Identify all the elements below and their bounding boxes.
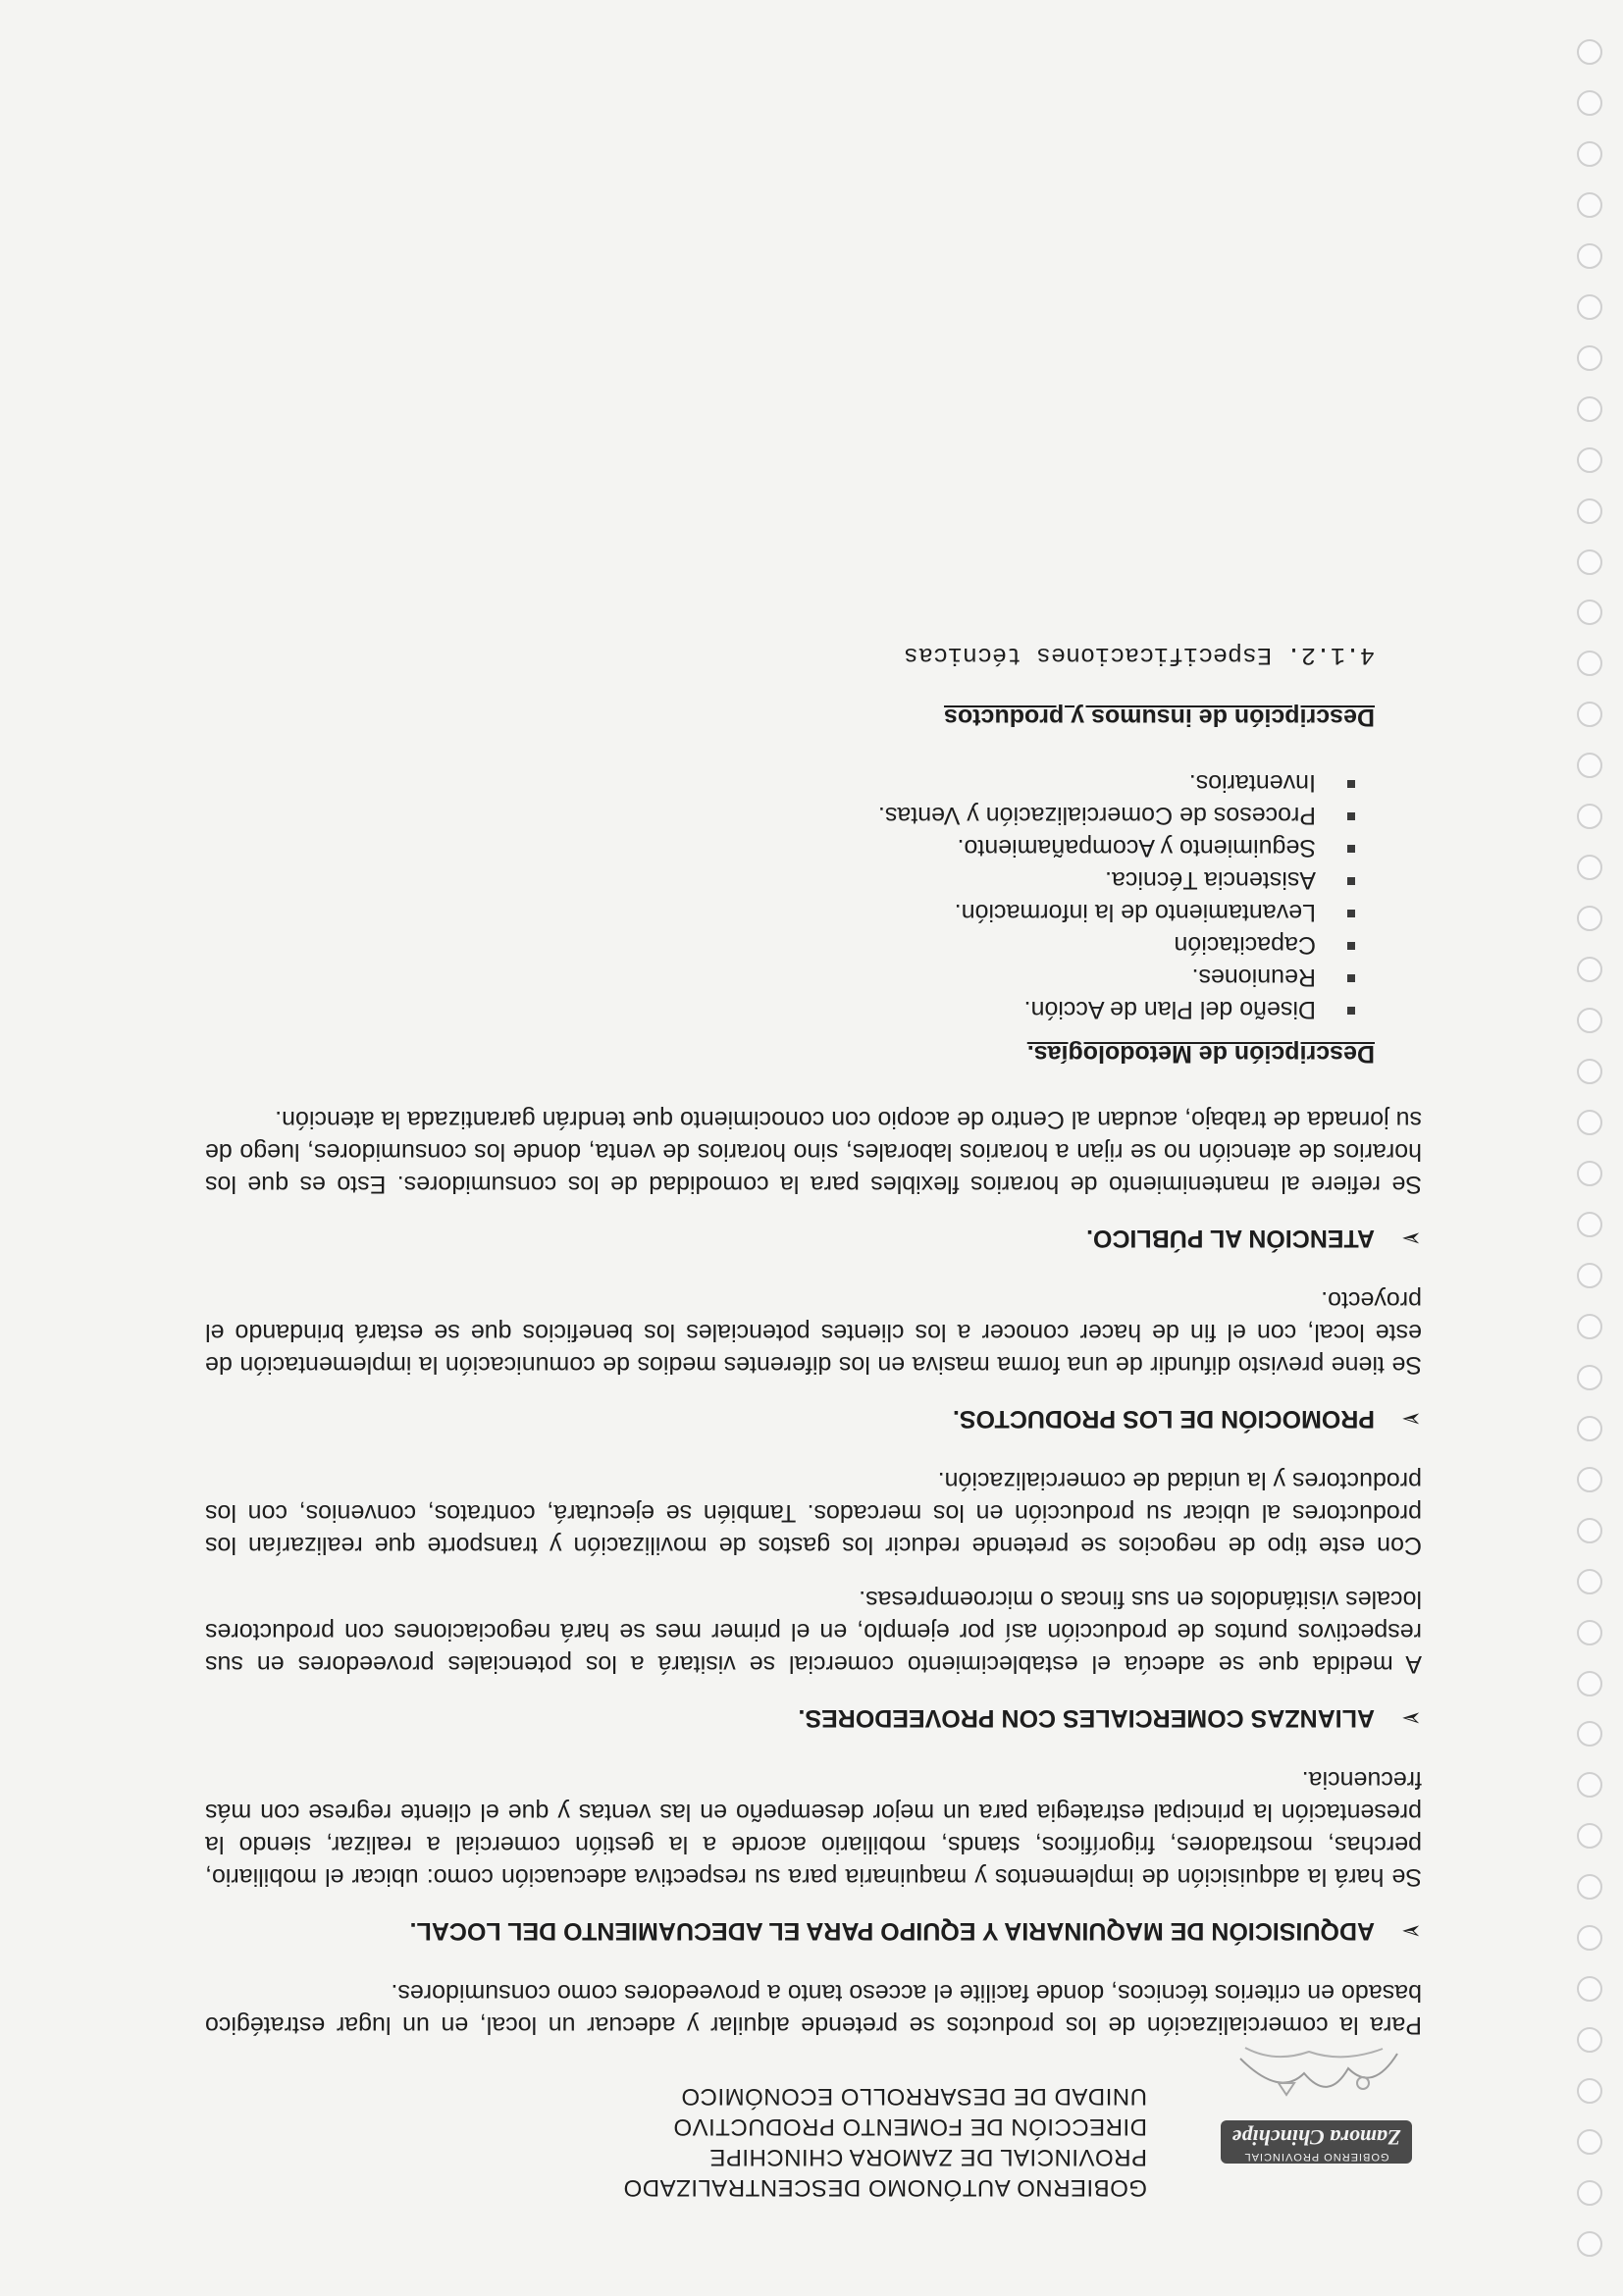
section-paragraph: Se hará la adquisición de implementos y maquinaria para su respectiva adecuación como: ubicar el mobiliario, perchas, mostradores, frigoríficos, stands, mobiliario acorde a la gestión comercial a realizar, siendo la presentación la principal estrategia para un mejor desempeño en las ventas y que el cliente regrese con más frecuencia.	[205, 1766, 1422, 1891]
binder-hole	[1577, 1925, 1602, 1951]
logo-badge	[1221, 2120, 1412, 2164]
binder-hole	[1577, 2231, 1602, 2257]
org-line-1: GOBIERNO AUTÓNOMO DESCENTRALIZADO	[623, 2174, 1147, 2201]
binder-hole	[1577, 2129, 1602, 2155]
binder-hole	[1577, 1008, 1602, 1033]
list-item: Seguimiento y Acompañamiento.	[205, 831, 1316, 863]
binder-hole	[1577, 345, 1602, 371]
letterhead	[205, 2041, 1422, 2203]
list-item: Levantamiento de la información.	[205, 896, 1316, 928]
methodologies-list	[205, 766, 1375, 1025]
section-heading-promotion	[205, 1402, 1422, 1435]
binder-hole	[1577, 447, 1602, 473]
binder-hole	[1577, 396, 1602, 422]
binder-hole	[1577, 1976, 1602, 2002]
binder-hole	[1577, 1365, 1602, 1390]
binder-hole	[1577, 1874, 1602, 1900]
binder-hole	[1577, 1110, 1602, 1135]
binder-hole	[1577, 906, 1602, 931]
section-paragraph: Se tiene previsto difundir de una forma masiva en los diferentes medios de comunicación la implementación de este local, con el fin de hacer conocer a los clientes potenciales los beneficios que se estará brindando el proyecto.	[205, 1286, 1422, 1379]
binder-hole	[1577, 1059, 1602, 1084]
binder-hole	[1577, 1263, 1602, 1288]
binder-hole	[1577, 702, 1602, 727]
binder-hole	[1577, 1314, 1602, 1339]
provincial-logo	[1211, 2036, 1422, 2203]
binder-hole	[1577, 294, 1602, 320]
logo-landscape-sketch	[1235, 2044, 1402, 2113]
logo-name: Zamora Chinchipe	[1231, 2125, 1401, 2150]
binder-hole	[1577, 1823, 1602, 1849]
spec-heading: 4.1.2. Especificaciones técnicas	[903, 641, 1375, 669]
binder-hole	[1577, 1161, 1602, 1186]
binder-hole	[1577, 1671, 1602, 1696]
section-paragraph: Se refiere al mantenimiento de horarios flexibles para la comodidad de los consumidores. Esto es que los horarios de atención no se rijan a horarios laborales, sino horarios de venta, donde los consumidores, luego de su jornada de trabajo, acudan al Centro de acopio con conocimiento que tendrán garantizada la atención.	[205, 1106, 1422, 1198]
section-paragraph: A medida que se adecúa el establecimiento comercial se visitará a los potenciales proveedores en sus respectivos puntos de producción así por ejemplo, en el primer mes se hará negociaciones con productores locales visitándolos en sus fincas o microempresas.	[205, 1586, 1422, 1678]
binder-hole	[1577, 651, 1602, 676]
section-title: ADQUISICIÓN DE MAQUINARIA Y EQUIPO PARA EL ADECUAMIENTO DEL LOCAL.	[409, 1917, 1375, 1945]
inputs-products-heading: Descripción de insumos y productos	[944, 704, 1375, 731]
binder-hole	[1577, 1569, 1602, 1594]
binder-hole	[1577, 1620, 1602, 1645]
binder-hole	[1577, 498, 1602, 524]
arrow-bullet-icon: ➢	[1401, 1917, 1422, 1945]
binder-hole	[1577, 804, 1602, 829]
logo-small-text: GOBIERNO PROVINCIAL	[1243, 2151, 1389, 2163]
binder-hole	[1577, 1467, 1602, 1492]
binder-hole	[1577, 753, 1602, 778]
section-heading-alliances	[205, 1701, 1422, 1734]
binder-hole	[1577, 1416, 1602, 1441]
section-heading-equipment	[205, 1914, 1422, 1947]
binder-hole	[1577, 855, 1602, 880]
binder-hole	[1577, 600, 1602, 626]
binder-hole	[1577, 39, 1602, 65]
binder-hole	[1577, 1518, 1602, 1543]
list-item: Capacitación	[205, 928, 1316, 961]
list-item: Diseño del Plan de Acción.	[205, 993, 1316, 1025]
org-line-4: UNIDAD DE DESARROLLO ECONÓMICO	[680, 2083, 1147, 2110]
organization-name	[441, 2081, 1147, 2203]
list-item: Reuniones.	[205, 961, 1316, 993]
section-title: PROMOCIÓN DE LOS PRODUCTOS.	[952, 1405, 1375, 1433]
binder-hole	[1577, 141, 1602, 167]
binder-hole	[1577, 1772, 1602, 1798]
section-title: ATENCIÓN AL PÚBLICO.	[1086, 1225, 1375, 1252]
binder-hole	[1577, 2078, 1602, 2104]
binder-hole	[1577, 192, 1602, 218]
document-content	[205, 639, 1422, 2203]
arrow-bullet-icon: ➢	[1401, 1405, 1422, 1433]
binder-holes	[1572, 39, 1607, 2257]
binder-hole	[1577, 549, 1602, 575]
binder-hole	[1577, 1721, 1602, 1747]
methodologies-heading: Descripción de Metodologías.	[1026, 1040, 1375, 1068]
binder-hole	[1577, 2027, 1602, 2053]
binder-hole	[1577, 1212, 1602, 1237]
list-item: Asistencia Técnica.	[205, 863, 1316, 896]
list-item: Inventarios.	[205, 766, 1316, 799]
section-heading-public-attention	[205, 1222, 1422, 1254]
org-line-3: DIRECCIÓN DE FOMENTO PRODUCTIVO	[672, 2113, 1147, 2140]
binder-hole	[1577, 90, 1602, 116]
section-title: ALIANZAS COMERCIALES CON PROVEEDORES.	[798, 1704, 1375, 1732]
binder-hole	[1577, 243, 1602, 269]
intro-paragraph: Para la comercialización de los productos se pretende alquilar y adecuar un local, en un lugar estratégico basado en criterios técnicos, donde facilite el acceso tanto a proveedores como consumidores.	[205, 1979, 1422, 2039]
section-paragraph: Con este tipo de negocios se pretende reducir los gastos de movilización y transporte que realizarían los productores al ubicar su producción en los mercados. También se ejecutará, contratos, convenios, con los productores y la unidad de comercialización.	[205, 1467, 1422, 1559]
list-item: Procesos de Comercialización y Ventas.	[205, 799, 1316, 831]
binder-hole	[1577, 2180, 1602, 2206]
arrow-bullet-icon: ➢	[1401, 1704, 1422, 1732]
binder-hole	[1577, 957, 1602, 982]
org-line-2: PROVINCIAL DE ZAMORA CHINCHIPE	[708, 2144, 1147, 2170]
arrow-bullet-icon: ➢	[1401, 1225, 1422, 1252]
methodologies-block	[205, 639, 1422, 1070]
